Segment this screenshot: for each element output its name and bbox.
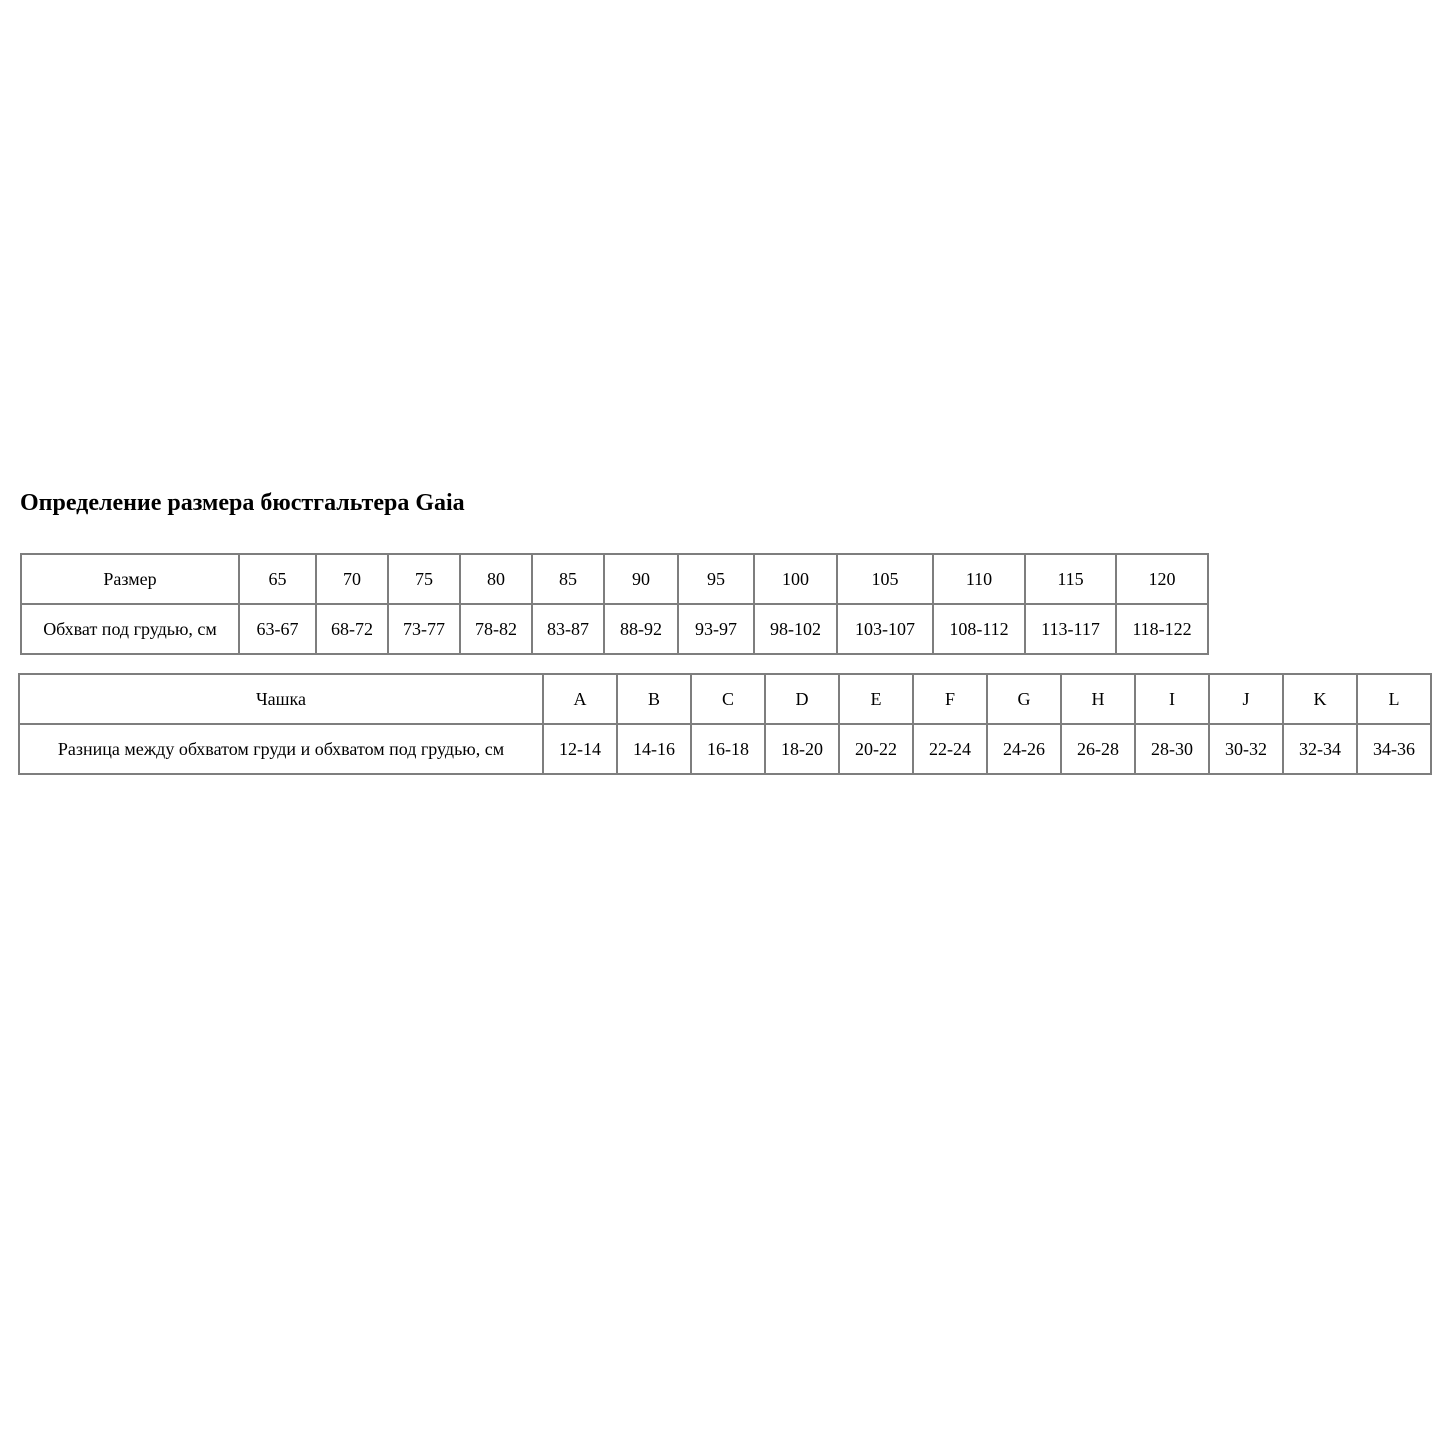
cup-size-table: [18, 673, 1432, 775]
cup-letter-cell: G: [987, 674, 1061, 724]
underbust-cell: 113-117: [1025, 604, 1116, 654]
cup-letter-cell: K: [1283, 674, 1357, 724]
cup-letter-cell: D: [765, 674, 839, 724]
cup-difference-cell: 12-14: [543, 724, 617, 774]
band-size-cell: 80: [460, 554, 532, 604]
band-size-cell: 90: [604, 554, 678, 604]
cup-difference-cell: 14-16: [617, 724, 691, 774]
page-title: Определение размера бюстгальтера Gaia: [20, 490, 465, 516]
underbust-cell: 93-97: [678, 604, 754, 654]
cup-difference-cell: 22-24: [913, 724, 987, 774]
cup-difference-cell: 18-20: [765, 724, 839, 774]
cup-letter-cell: F: [913, 674, 987, 724]
band-size-cell: 110: [933, 554, 1025, 604]
cup-difference-cell: 20-22: [839, 724, 913, 774]
underbust-cell: 78-82: [460, 604, 532, 654]
band-size-cell: 100: [754, 554, 837, 604]
band-size-cell: 105: [837, 554, 933, 604]
cup-header-row: [19, 674, 1431, 724]
band-size-cell: 75: [388, 554, 460, 604]
band-size-header-row: [21, 554, 1208, 604]
row-label-cup: Чашка: [19, 674, 543, 724]
row-label-size: Размер: [21, 554, 239, 604]
cup-difference-cell: 28-30: [1135, 724, 1209, 774]
band-size-cell: 95: [678, 554, 754, 604]
cup-letter-cell: H: [1061, 674, 1135, 724]
cup-letter-cell: A: [543, 674, 617, 724]
cup-difference-cell: 30-32: [1209, 724, 1283, 774]
cup-difference-cell: 26-28: [1061, 724, 1135, 774]
cup-difference-cell: 34-36: [1357, 724, 1431, 774]
underbust-cell: 103-107: [837, 604, 933, 654]
cup-letter-cell: C: [691, 674, 765, 724]
band-size-table: [20, 553, 1209, 655]
cup-letter-cell: B: [617, 674, 691, 724]
underbust-cell: 108-112: [933, 604, 1025, 654]
underbust-cell: 73-77: [388, 604, 460, 654]
cup-letter-cell: E: [839, 674, 913, 724]
cup-difference-cell: 24-26: [987, 724, 1061, 774]
cup-letter-cell: I: [1135, 674, 1209, 724]
cup-difference-cell: 32-34: [1283, 724, 1357, 774]
underbust-cell: 83-87: [532, 604, 604, 654]
underbust-cell: 98-102: [754, 604, 837, 654]
band-size-cell: 65: [239, 554, 316, 604]
band-size-cell: 115: [1025, 554, 1116, 604]
row-label-underbust: Обхват под грудью, см: [21, 604, 239, 654]
underbust-cell: 118-122: [1116, 604, 1208, 654]
underbust-cell: 68-72: [316, 604, 388, 654]
band-size-cell: 70: [316, 554, 388, 604]
band-size-cell: 120: [1116, 554, 1208, 604]
cup-letter-cell: J: [1209, 674, 1283, 724]
underbust-row: [21, 604, 1208, 654]
underbust-cell: 63-67: [239, 604, 316, 654]
band-size-cell: 85: [532, 554, 604, 604]
row-label-difference: Разница между обхватом груди и обхватом под грудью, см: [19, 724, 543, 774]
cup-difference-cell: 16-18: [691, 724, 765, 774]
cup-difference-row: [19, 724, 1431, 774]
underbust-cell: 88-92: [604, 604, 678, 654]
cup-letter-cell: L: [1357, 674, 1431, 724]
